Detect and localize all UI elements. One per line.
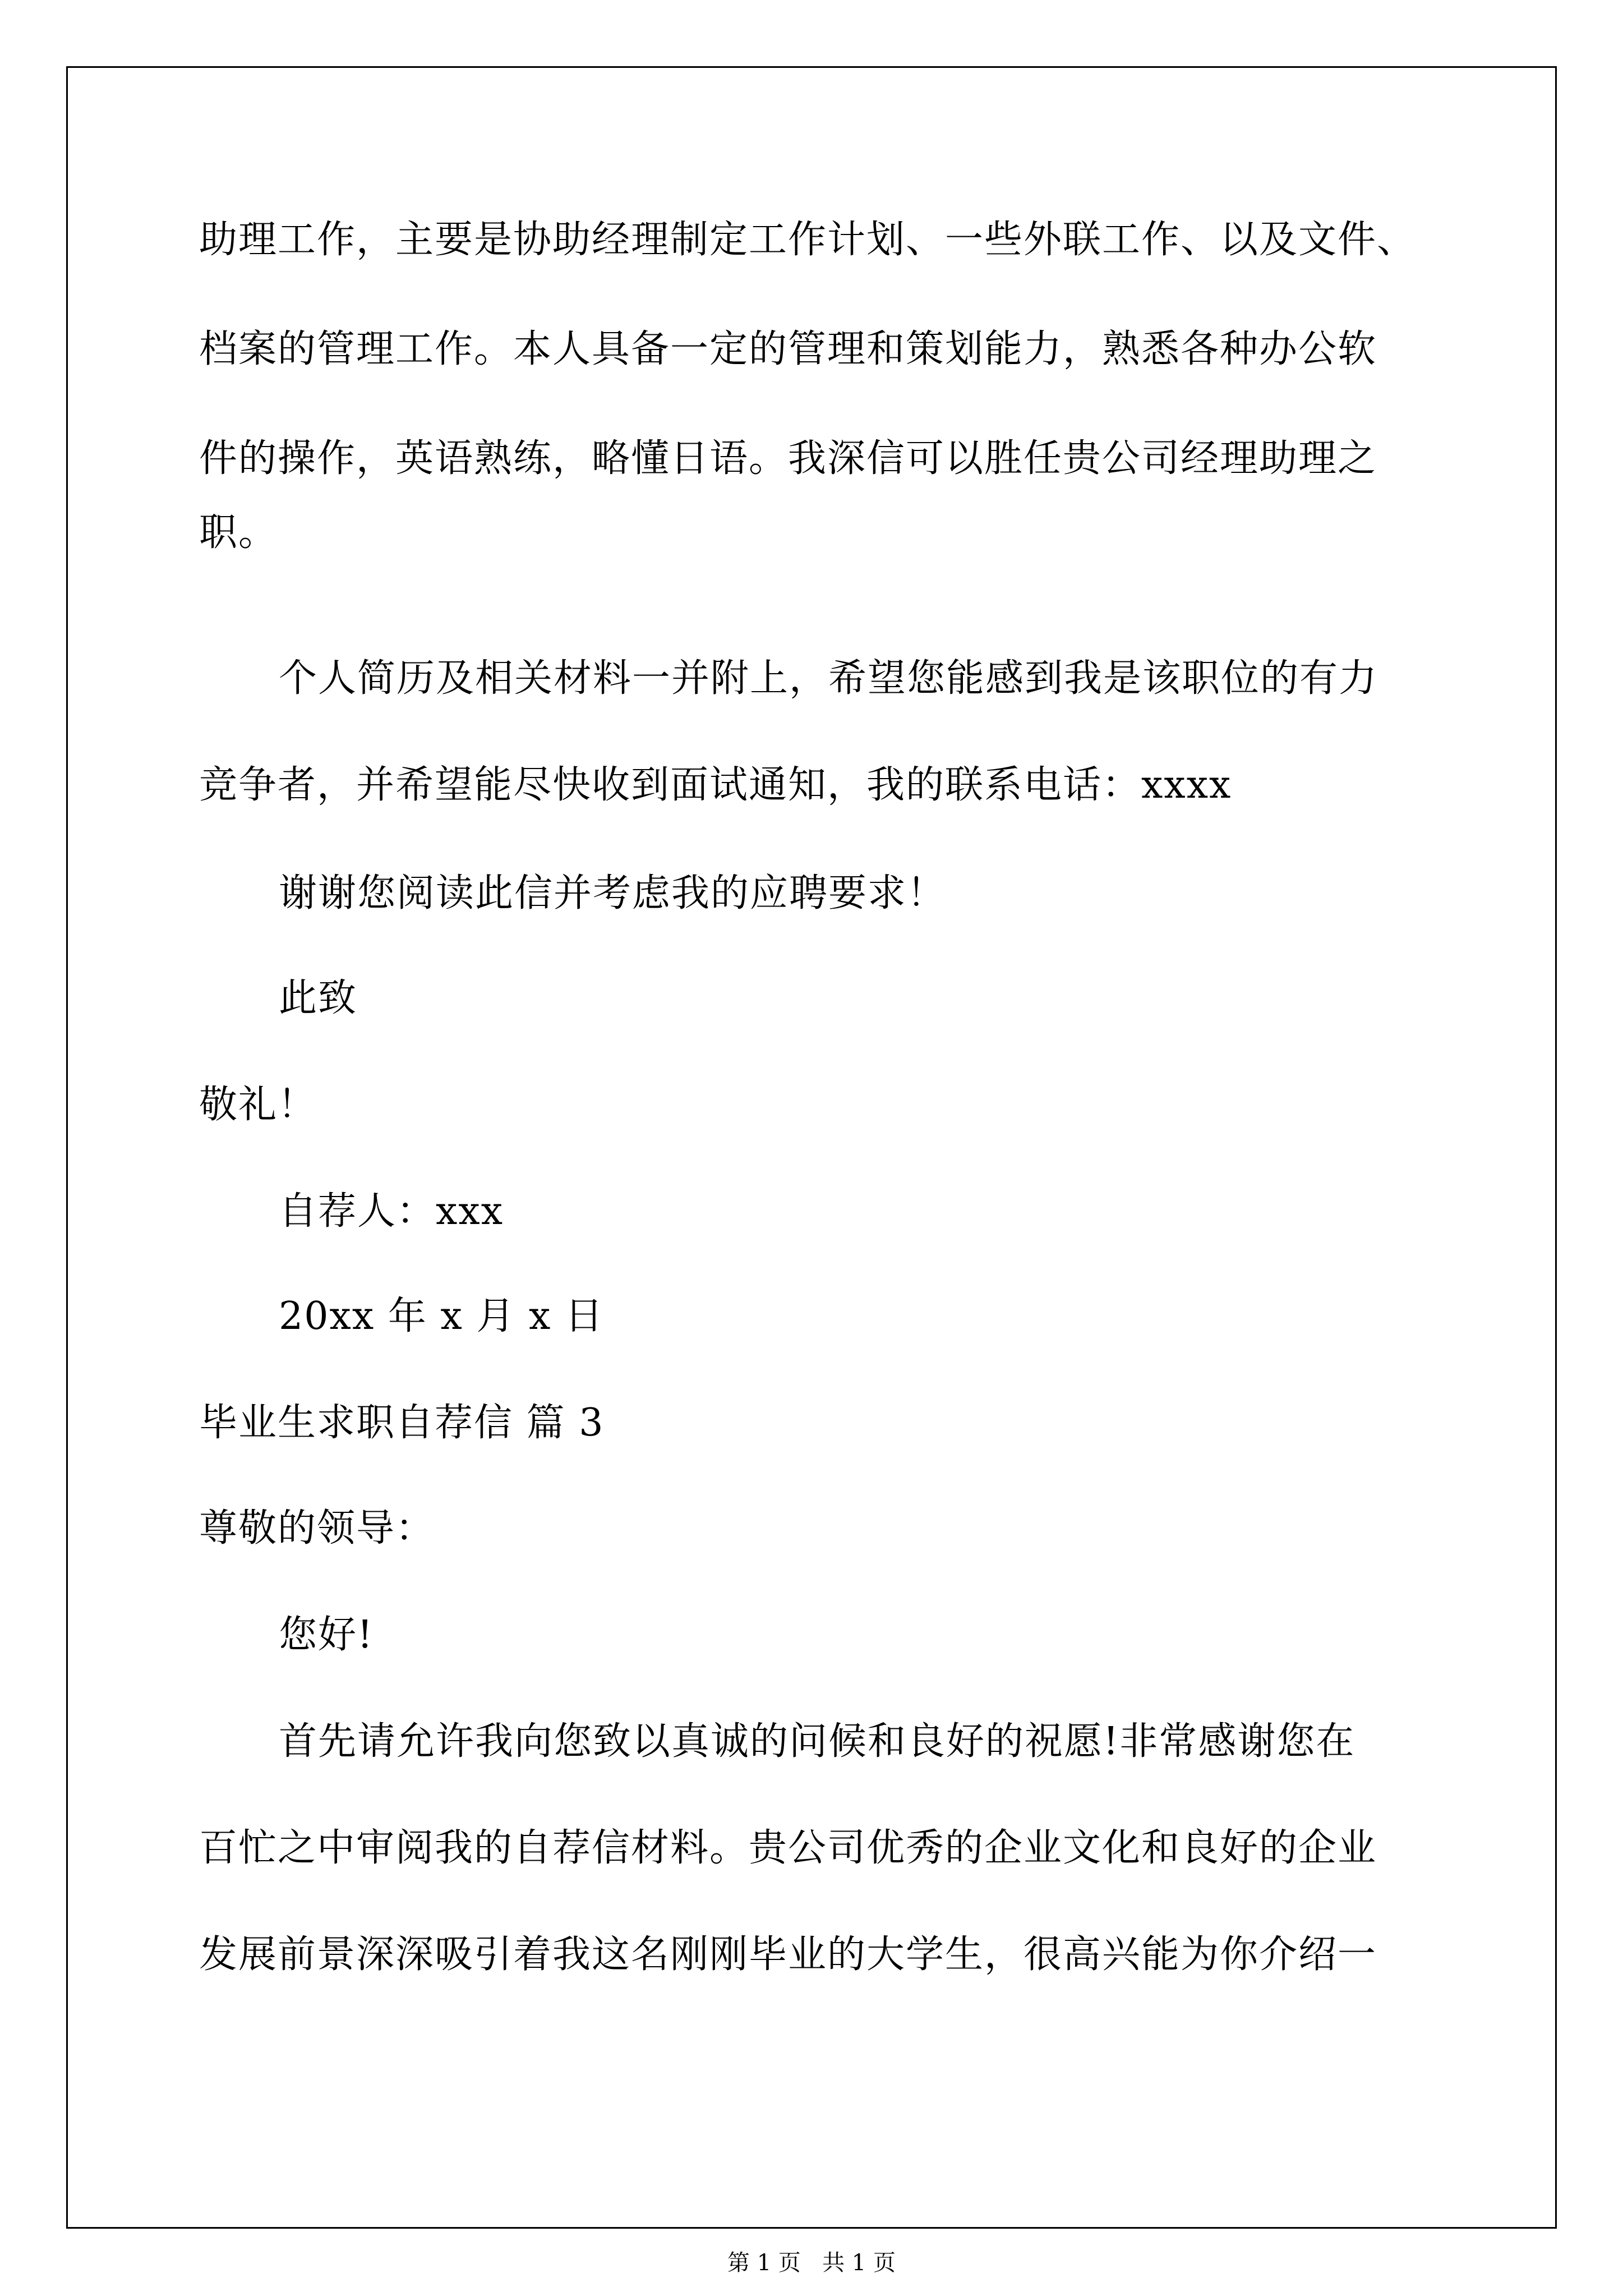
body-line-15: 首先请允许我向您致以真诚的问候和良好的祝愿!非常感谢您在 [279,1719,1355,1764]
date-line: 20xx 年 x 月 x 日 [279,1294,605,1338]
body-line-17: 发展前景深深吸引着我这名刚刚毕业的大学生，很高兴能为你介绍一 [199,1932,1377,1977]
body-line-4: 职。 [199,510,278,555]
greeting-line: 尊敬的领导： [199,1506,435,1550]
section-title: 毕业生求职自荐信 篇 3 [199,1401,605,1445]
body-line-7: 谢谢您阅读此信并考虑我的应聘要求！ [279,871,947,915]
signature-line: 自荐人：xxx [279,1189,504,1234]
page-border [66,66,1557,2229]
body-line-16: 百忙之中审阅我的自荐信材料。贵公司优秀的企业文化和良好的企业 [199,1826,1377,1870]
body-line-5: 个人简历及相关材料一并附上，希望您能感到我是该职位的有力 [279,656,1378,701]
closing-phrase: 此致 [279,976,358,1020]
salutation-closing: 敬礼！ [199,1083,317,1127]
hello-line: 您好! [279,1613,374,1657]
body-line-1: 助理工作，主要是协助经理制定工作计划、一些外联工作、以及文件、 [199,218,1417,262]
body-line-6: 竞争者，并希望能尽快收到面试通知，我的联系电话：xxxx [199,763,1232,807]
body-line-3: 件的操作，英语熟练，略懂日语。我深信可以胜任贵公司经理助理之 [199,436,1377,481]
body-line-2: 档案的管理工作。本人具备一定的管理和策划能力，熟悉各种办公软 [199,327,1377,371]
page-footer: 第 1 页 共 1 页 [727,2250,896,2276]
